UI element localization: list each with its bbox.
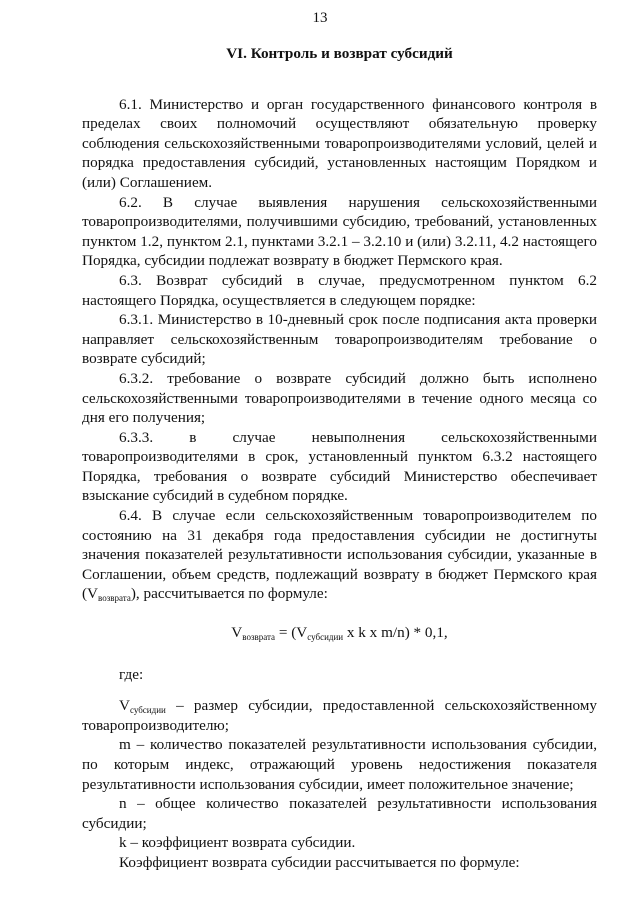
paragraph-6-3-1: 6.3.1. Министерство в 10-дневный срок после подписания акта проверки направляет сельскохозяйственным товаропроизводителям требование о возврате субсидий; — [82, 311, 597, 368]
paragraph-6-2: 6.2. В случае выявления нарушения сельскохозяйственными товаропроизводителями, получившими субсидию, требований, установленных пунктом 1.2, пунктом 2.1, пунктами 3.2.1 – 3.2.10 и (или) 3.2.11, 4.2 настоящего Порядка, субсидии подлежат возврату в бюджет Пермского края. — [82, 193, 597, 270]
formula-tail: x k x m/n) * 0,1, — [343, 624, 448, 642]
definition-n: n – общее количество показателей результативности использования субсидии; — [82, 795, 597, 832]
definition-k: k – коэффициент возврата субсидии. — [119, 834, 356, 852]
section-heading: VI. Контроль и возврат субсидий — [226, 45, 453, 62]
refund-formula — [82, 623, 597, 643]
paragraph-6-1: 6.1. Министерство и орган государственного финансового контроля в пределах своих полномочий осуществляют обязательную проверку соблюдения сельскохозяйственными товаропроизводителями условий, целей и порядка предоставления субсидий, установленных настоящим Порядком и (или) Соглашением. — [82, 95, 597, 191]
formula-middle: = (V — [275, 624, 308, 642]
spacer — [82, 684, 597, 696]
formula-v-subscript: возврата — [242, 632, 276, 643]
paragraph-6-4 — [82, 506, 597, 604]
page-number: 13 — [312, 10, 328, 26]
document-body — [82, 44, 597, 873]
coefficient-formula-intro: Коэффициент возврата субсидии рассчитывается по формуле: — [119, 853, 520, 871]
definition-v — [82, 696, 597, 735]
definition-m: m – количество показателей результативности использования субсидии, по которым индекс, отражающий уровень недостижения показателя результативности использования субсидии, имеет положительное значение; — [82, 736, 597, 793]
definition-v-letter: V — [119, 697, 130, 715]
paragraph-6-3-2: 6.3.2. требование о возврате субсидий должно быть исполнено сельскохозяйственными товаропроизводителями в течение одного месяца со дня его получения; — [82, 369, 597, 427]
paragraph-6-4-subscript: возврата — [98, 593, 131, 604]
definition-v-subscript: субсидии — [129, 705, 166, 716]
paragraph-6-3: 6.3. Возврат субсидий в случае, предусмотренном пунктом 6.2 настоящего Порядка, осуществляется в следующем порядке: — [82, 271, 597, 309]
formula-subsidy-subscript: субсидии — [307, 632, 344, 643]
paragraph-6-4-tail: ), рассчитывается по формуле: — [130, 585, 328, 603]
definition-v-text: – размер субсидии, предоставленной сельскохозяйственному товаропроизводителю; — [82, 697, 597, 734]
where-label: где: — [119, 665, 144, 683]
formula-v: V — [231, 624, 243, 642]
paragraph-6-3-3: 6.3.3. в случае невыполнения сельскохозяйственными товаропроизводителями в срок, установленный пунктом 6.3.2 настоящего Порядка, требования о возврате субсидий Министерство обеспечивает взыскание субсидий в судебном порядке. — [82, 428, 597, 505]
paragraph-6-4-text: 6.4. В случае если сельскохозяйственным товаропроизводителем по состоянию на 31 декабря года предоставления субсидии не достигнуты значения показателей результативности использования субсидии, указанные в Соглашении, объем средств, подлежащий возврату в бюджет Пермского края (V — [82, 507, 597, 603]
